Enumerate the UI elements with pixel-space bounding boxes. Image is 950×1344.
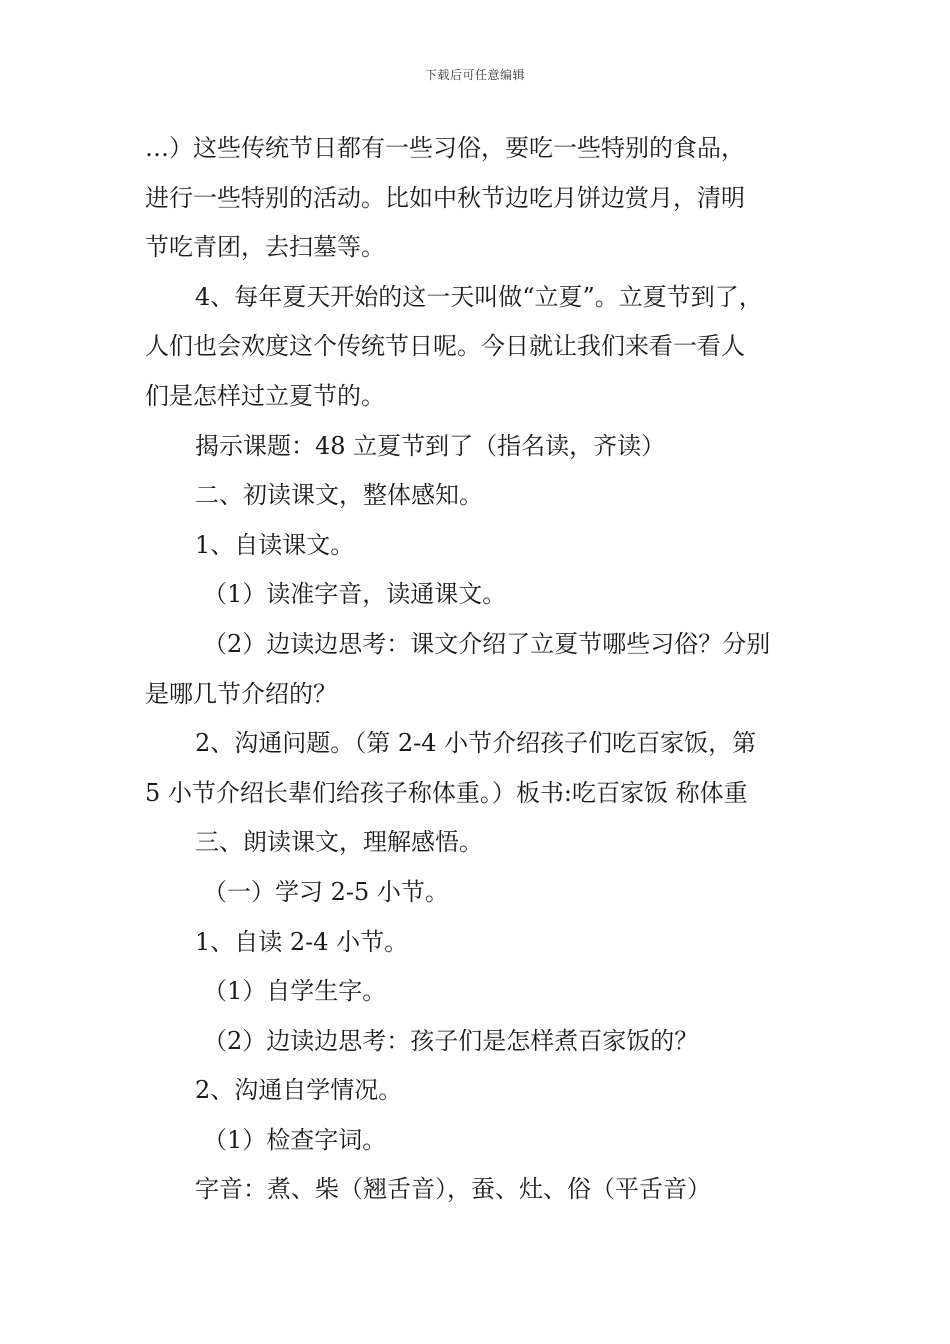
text-line: 1、自读 2-4 小节。 <box>195 927 409 956</box>
text-line: （1）自学生字。 <box>203 977 387 1006</box>
text-line: 2、沟通自学情况。 <box>195 1076 403 1105</box>
text-line: 进行一些特别的活动。比如中秋节边吃月饼边赏月，清明 <box>145 183 745 212</box>
text-line: 4、每年夏天开始的这一天叫做“立夏”。立夏节到了， <box>195 282 763 311</box>
text-line: 揭示课题：48 立夏节到了（指名读，齐读） <box>195 431 666 460</box>
text-line: （2）边读边思考：课文介绍了立夏节哪些习俗？分别 <box>203 629 771 658</box>
text-line: 2、沟通问题。（第 2-4 小节介绍孩子们吃百家饭，第 <box>195 729 757 758</box>
text-line: 三、朗读课文，理解感悟。 <box>195 828 483 857</box>
page-header: 下载后可任意编辑 <box>424 68 525 82</box>
text-line: （1）检查字词。 <box>203 1125 387 1154</box>
text-line: 们是怎样过立夏节的。 <box>145 381 385 410</box>
text-line: …）这些传统节日都有一些习俗，要吃一些特别的食品， <box>145 134 745 162</box>
text-line: 人们也会欢度这个传统节日呢。今日就让我们来看一看人 <box>145 332 745 361</box>
text-line: 1、自读课文。 <box>195 530 355 559</box>
text-line: 字音：煮、柴（翘舌音），蚕、灶、俗（平舌音） <box>195 1175 711 1204</box>
text-line: 5 小节介绍长辈们给孩子称体重。）板书:吃百家饭 称体重 <box>145 778 748 807</box>
text-line: （1）读准字音，读通课文。 <box>203 580 507 609</box>
text-line: （一）学习 2-5 小节。 <box>203 877 449 906</box>
document-body <box>145 124 835 1215</box>
text-line: （2）边读边思考：孩子们是怎样煮百家饭的？ <box>203 1026 699 1055</box>
text-line: 节吃青团，去扫墓等。 <box>145 233 385 262</box>
text-line: 二、初读课文，整体感知。 <box>195 481 483 510</box>
text-line: 是哪几节介绍的？ <box>145 679 337 708</box>
